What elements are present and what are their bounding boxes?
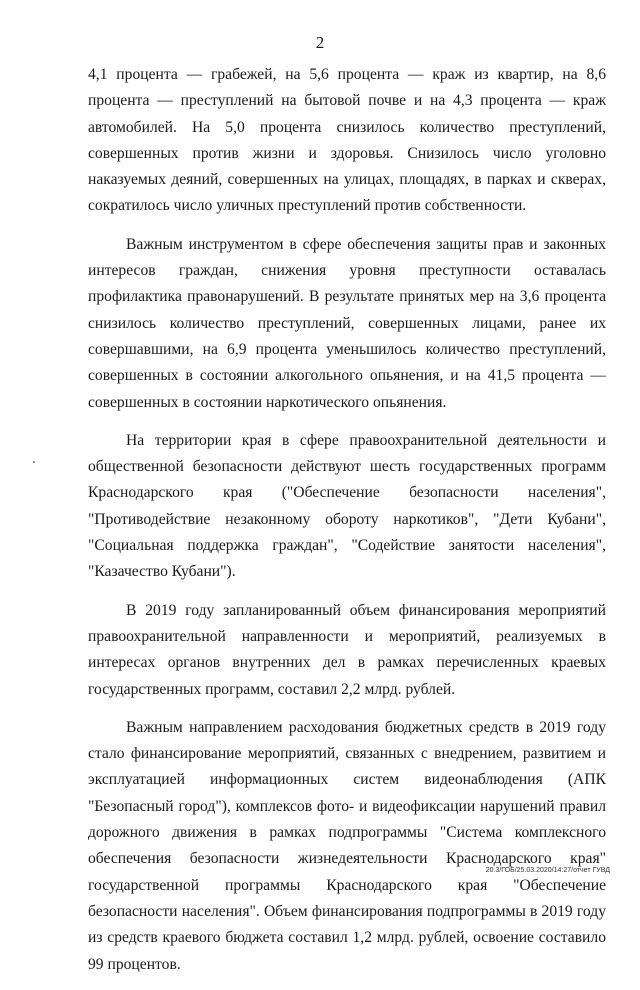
body-text xyxy=(88,62,606,990)
paragraph-prevention: Важным инструментом в сфере обеспечения защиты прав и законных интересов граждан, снижения уровня преступности оставалась профилактика правонарушений. В результате принятых мер на 3,6 процента снизилось количество преступлений, совершенных лицами, ранее их совершавшими, на 6,9 процента уменьшилось количество преступлений, совершенных в состоянии алкогольного опьянения, и на 41,5 процента — совершенных в состоянии наркотического опьянения. xyxy=(88,235,606,411)
paragraph-video-surveillance: Важным направлением расходования бюджетных средств в 2019 году стало финансирование мероприятий, связанных с внедрением, развитием и эксплуатацией информационных систем видеонаблюдения (АПК "Безопасный город"), комплексов фото- и видеофиксации нарушений правил дорожного движения в рамках подпрограммы "Система комплексного обеспечения безопасности жизнедеятельности Краснодарского края" государственной программы Краснодарского края "Обеспечение безопасности населения". Объем финансирования подпрограммы в 2019 году из средств краевого бюджета составил 1,2 млрд. рублей, освоение составило 99 процентов. xyxy=(88,718,606,973)
paragraph-state-programs: На территории края в сфере правоохранительной деятельности и общественной безопасности действуют шесть государственных программ Краснодарского края ("Обеспечение безопасности населения", "Противодействие незаконному обороту наркотиков", "Дети Кубани", "Социальная поддержка граждан", "Содействие занятости населения", "Казачество Кубани"). xyxy=(88,431,606,581)
page-number: 2 xyxy=(315,33,325,52)
margin-mark xyxy=(33,461,35,463)
document-footer-code: 20.3/ГОБ/25.03.2020/14:27/отчет ГУВД xyxy=(485,867,610,874)
paragraph-crime-statistics: 4,1 процента — грабежей, на 5,6 процента — краж из квартир, на 8,6 процента — преступлений на бытовой почве и на 4,3 процента — краж автомобилей. На 5,0 процента снизилось количество преступлений, совершенных против жизни и здоровья. Снизилось число уголовно наказуемых деяний, совершенных на улицах, площадях, в парках и скверах, сократилось число уличных преступлений против собственности. xyxy=(88,66,606,215)
paragraph-planned-funding: В 2019 году запланированный объем финансирования мероприятий правоохранительной направленности и мероприятий, реализуемых в интересах органов внутренних дел в рамках перечисленных краевых государственных программ, составил 2,2 млрд. рублей. xyxy=(88,601,606,698)
